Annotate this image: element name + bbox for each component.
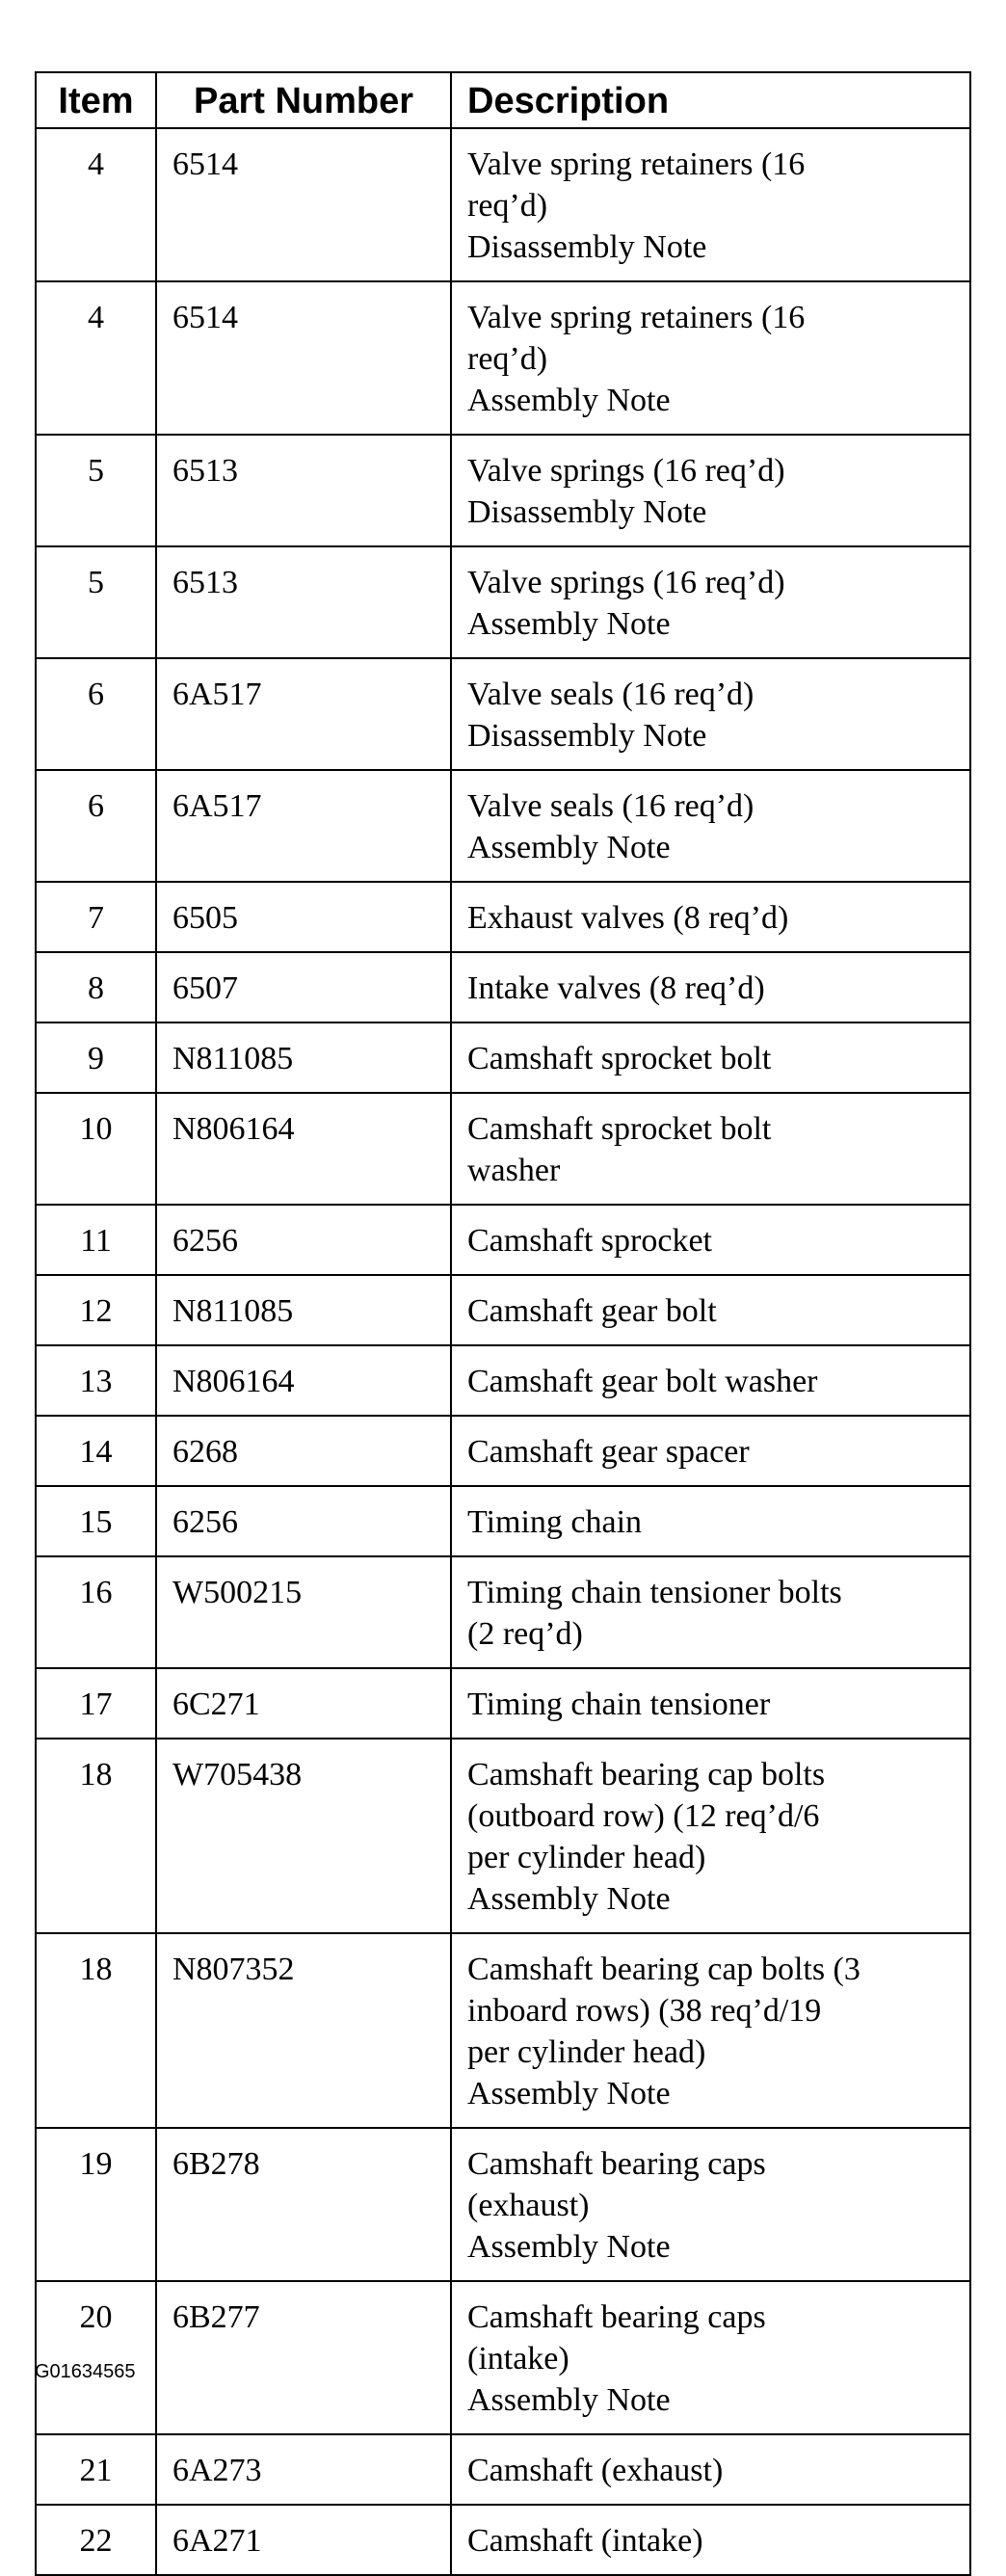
table-row [36, 128, 970, 281]
table-row [36, 1486, 970, 1556]
table-body [36, 128, 970, 2575]
description-cell [451, 1739, 970, 1933]
table-row [36, 1022, 970, 1093]
part-number-cell: 6A271 [156, 2505, 451, 2575]
item-cell: 7 [36, 882, 156, 952]
description-cell [451, 1275, 970, 1345]
part-number-cell: 6256 [156, 1205, 451, 1275]
description-line: Camshaft sprocket bolt [467, 1041, 772, 1076]
description-cell [451, 1205, 970, 1275]
description-line: Disassembly Note [467, 229, 707, 265]
description-cell [451, 1022, 970, 1093]
description-line: Valve seals (16 req’d) [467, 788, 754, 824]
table-row [36, 2128, 970, 2281]
description-line: Camshaft (exhaust) [467, 2453, 724, 2488]
description-line: washer [467, 1153, 561, 1188]
description-cell [451, 2281, 970, 2434]
description-cell [451, 658, 970, 770]
item-cell: 12 [36, 1275, 156, 1345]
part-number-cell: N806164 [156, 1345, 451, 1416]
description-cell [451, 2434, 970, 2505]
description-line: (outboard row) (12 req’d/6 [467, 1798, 820, 1834]
description-line: inboard rows) (38 req’d/19 [467, 1993, 822, 2029]
part-number-cell: W500215 [156, 1556, 451, 1668]
part-number-cell: 6514 [156, 281, 451, 435]
description-line: (2 req’d) [467, 1616, 583, 1652]
description-line: Camshaft gear spacer [467, 1434, 750, 1470]
description-cell [451, 435, 970, 546]
table-row [36, 2505, 970, 2575]
item-cell: 5 [36, 546, 156, 658]
item-cell: 15 [36, 1486, 156, 1556]
description-line: Intake valves (8 req’d) [467, 970, 765, 1006]
part-number-cell: 6507 [156, 952, 451, 1022]
part-number-cell: 6A517 [156, 770, 451, 882]
header-description: Description [451, 72, 970, 128]
description-line: per cylinder head) [467, 2034, 706, 2070]
part-number-cell: 6B278 [156, 2128, 451, 2281]
description-line: Camshaft bearing caps [467, 2299, 766, 2335]
item-cell: 18 [36, 1933, 156, 2128]
part-number-cell: 6A517 [156, 658, 451, 770]
description-line: Valve spring retainers (16 [467, 300, 806, 335]
description-cell [451, 1345, 970, 1416]
description-line: Timing chain tensioner bolts [467, 1575, 842, 1610]
table-row [36, 1205, 970, 1275]
description-line: Camshaft bearing cap bolts (3 [467, 1952, 860, 1987]
item-cell: 19 [36, 2128, 156, 2281]
item-cell: 4 [36, 281, 156, 435]
item-cell: 14 [36, 1416, 156, 1486]
description-line: Assembly Note [467, 606, 671, 642]
part-number-cell: 6A273 [156, 2434, 451, 2505]
part-number-cell: 6B277 [156, 2281, 451, 2434]
item-cell: 8 [36, 952, 156, 1022]
description-cell [451, 546, 970, 658]
item-cell: 20 [36, 2281, 156, 2434]
description-line: Camshaft (intake) [467, 2523, 703, 2559]
description-line: Camshaft gear bolt [467, 1293, 717, 1329]
header-row [36, 72, 970, 128]
part-number-cell: 6C271 [156, 1668, 451, 1739]
table-row [36, 1556, 970, 1668]
item-cell: 18 [36, 1739, 156, 1933]
description-line: Camshaft sprocket [467, 1223, 712, 1259]
description-line: req’d) [467, 341, 548, 377]
part-number-cell: N811085 [156, 1022, 451, 1093]
item-cell: 11 [36, 1205, 156, 1275]
description-line: Assembly Note [467, 383, 671, 418]
table-row [36, 770, 970, 882]
description-line: Assembly Note [467, 2382, 671, 2418]
description-line: per cylinder head) [467, 1840, 706, 1875]
description-line: Valve seals (16 req’d) [467, 677, 754, 712]
description-line: Assembly Note [467, 2076, 671, 2111]
description-cell [451, 128, 970, 281]
part-number-cell: 6268 [156, 1416, 451, 1486]
description-line: (intake) [467, 2341, 569, 2377]
description-line: Camshaft sprocket bolt [467, 1111, 772, 1147]
part-number-cell: 6513 [156, 546, 451, 658]
part-number-cell: N806164 [156, 1093, 451, 1205]
description-cell [451, 770, 970, 882]
table-row [36, 2434, 970, 2505]
description-line: Valve springs (16 req’d) [467, 453, 785, 489]
item-cell: 10 [36, 1093, 156, 1205]
description-line: Valve springs (16 req’d) [467, 565, 785, 600]
table-row [36, 435, 970, 546]
table-row [36, 1416, 970, 1486]
part-number-cell: 6513 [156, 435, 451, 546]
description-line: (exhaust) [467, 2188, 590, 2223]
item-cell: 6 [36, 658, 156, 770]
description-cell [451, 1933, 970, 2128]
description-line: Timing chain tensioner [467, 1686, 771, 1722]
item-cell: 4 [36, 128, 156, 281]
table-row [36, 2281, 970, 2434]
description-cell [451, 1668, 970, 1739]
table-row [36, 1933, 970, 2128]
table-row [36, 1275, 970, 1345]
item-cell: 6 [36, 770, 156, 882]
item-cell: 13 [36, 1345, 156, 1416]
description-line: Camshaft gear bolt washer [467, 1364, 818, 1399]
table-header [36, 72, 970, 128]
header-part-number: Part Number [156, 72, 451, 128]
description-cell [451, 952, 970, 1022]
table-row [36, 281, 970, 435]
description-line: Exhaust valves (8 req’d) [467, 900, 789, 936]
description-line: Disassembly Note [467, 494, 707, 530]
description-line: Valve spring retainers (16 [467, 146, 806, 182]
table-row [36, 1668, 970, 1739]
description-cell [451, 281, 970, 435]
table-row [36, 546, 970, 658]
description-line: Assembly Note [467, 2229, 671, 2265]
header-item: Item [36, 72, 156, 128]
table-row [36, 1345, 970, 1416]
description-cell [451, 2128, 970, 2281]
description-cell [451, 882, 970, 952]
table-row [36, 658, 970, 770]
part-number-cell: 6256 [156, 1486, 451, 1556]
description-line: Timing chain [467, 1504, 643, 1540]
item-cell: 5 [36, 435, 156, 546]
figure-id: G01634565 [35, 2361, 136, 2382]
description-cell [451, 2505, 970, 2575]
part-number-cell: 6505 [156, 882, 451, 952]
item-cell: 22 [36, 2505, 156, 2575]
parts-table [35, 71, 971, 2576]
part-number-cell: N807352 [156, 1933, 451, 2128]
description-line: Camshaft bearing caps [467, 2146, 766, 2182]
item-cell: 16 [36, 1556, 156, 1668]
description-line: Assembly Note [467, 1881, 671, 1917]
table-row [36, 1739, 970, 1933]
item-cell: 21 [36, 2434, 156, 2505]
description-line: Disassembly Note [467, 718, 707, 754]
description-line: Assembly Note [467, 830, 671, 865]
description-line: req’d) [467, 188, 548, 224]
item-cell: 17 [36, 1668, 156, 1739]
description-cell [451, 1556, 970, 1668]
part-number-cell: N811085 [156, 1275, 451, 1345]
description-cell [451, 1486, 970, 1556]
description-cell [451, 1093, 970, 1205]
table-row [36, 1093, 970, 1205]
item-cell: 9 [36, 1022, 156, 1093]
part-number-cell: 6514 [156, 128, 451, 281]
table-row [36, 952, 970, 1022]
description-cell [451, 1416, 970, 1486]
table-row [36, 882, 970, 952]
part-number-cell: W705438 [156, 1739, 451, 1933]
description-line: Camshaft bearing cap bolts [467, 1757, 826, 1793]
